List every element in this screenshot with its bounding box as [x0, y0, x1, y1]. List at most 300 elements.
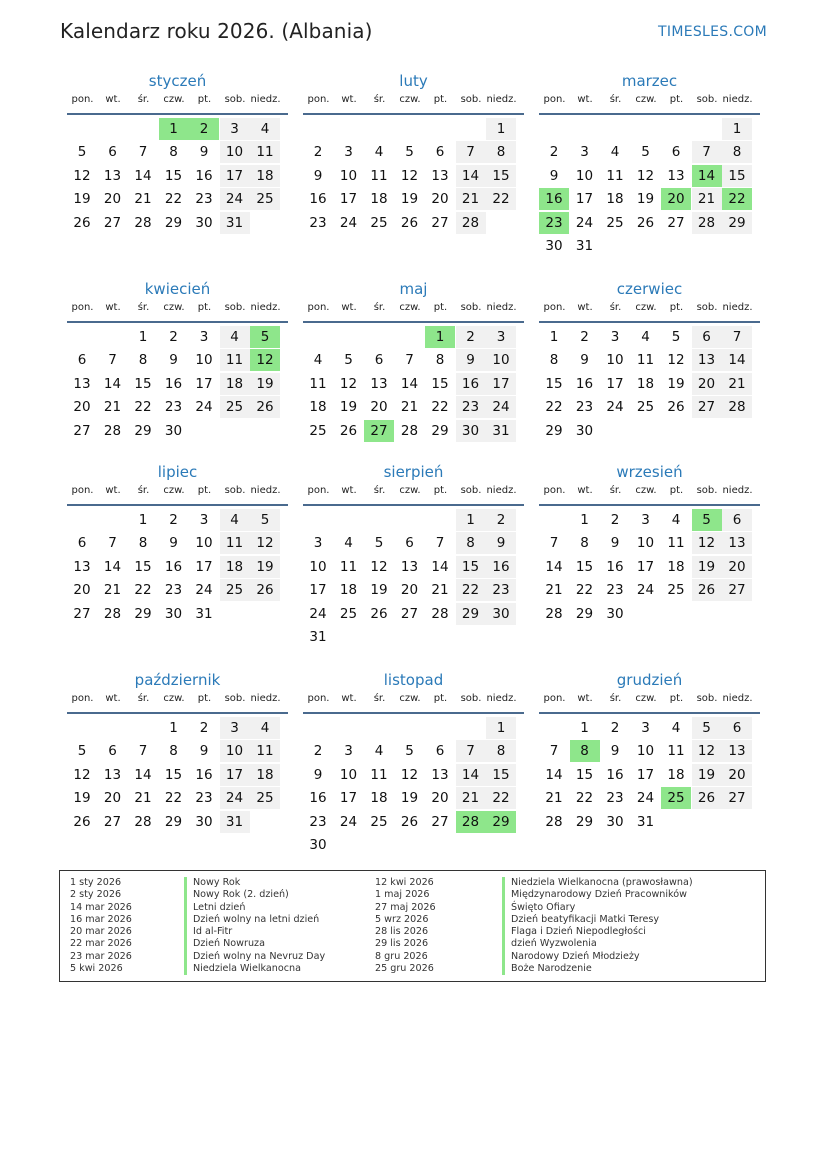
day-grid [303, 509, 524, 649]
weekday-label: niedz. [250, 302, 281, 313]
weekday-header [539, 483, 760, 503]
day-cell: 17 [195, 558, 213, 575]
day-cell: 12 [250, 532, 280, 554]
day-cell: 7 [435, 535, 445, 552]
day-cell: 15 [164, 167, 183, 184]
day-cell: 21 [456, 787, 486, 809]
day-cell: 6 [722, 717, 752, 739]
weekday-label: pt. [433, 302, 448, 313]
header-rule [67, 321, 288, 323]
day-cell: 30 [309, 837, 327, 853]
day-cell: 9 [486, 532, 516, 554]
holiday-day-cell: 16 [539, 188, 569, 210]
day-cell: 2 [549, 144, 559, 161]
legend-date: 27 maj 2026 [375, 901, 436, 913]
day-cell: 23 [164, 399, 183, 416]
day-cell: 10 [606, 352, 624, 369]
legend-date: 16 mar 2026 [70, 913, 132, 925]
weekday-label: niedz. [722, 485, 753, 496]
day-cell: 30 [456, 420, 486, 442]
day-cell: 17 [339, 790, 358, 807]
day-cell: 4 [671, 512, 681, 528]
day-cell: 11 [250, 740, 280, 762]
header-rule [539, 113, 760, 115]
day-cell: 16 [309, 191, 327, 208]
weekday-label: pon. [543, 94, 566, 105]
legend-holiday-name: Id al-Fitr [184, 926, 325, 938]
day-cell: 31 [575, 238, 594, 254]
day-cell: 17 [339, 191, 358, 208]
weekday-label: wt. [341, 94, 357, 105]
day-cell: 25 [667, 582, 685, 599]
legend-holiday-name: Nowy Rok [184, 877, 325, 889]
day-cell: 30 [486, 603, 516, 625]
day-cell: 19 [250, 556, 280, 578]
day-cell: 29 [456, 603, 486, 625]
day-grid [539, 118, 760, 258]
day-cell: 24 [195, 399, 213, 416]
legend-holiday-name: Boże Narodzenie [502, 963, 693, 975]
day-cell: 24 [636, 582, 655, 599]
weekday-label: czw. [399, 302, 421, 313]
day-cell: 24 [486, 396, 516, 418]
day-cell: 17 [220, 764, 250, 786]
day-cell: 27 [431, 813, 449, 830]
day-cell: 30 [195, 214, 213, 231]
holiday-day-cell: 12 [250, 349, 280, 371]
day-cell: 8 [435, 352, 445, 369]
weekday-label: śr. [609, 693, 622, 704]
day-cell: 17 [575, 191, 594, 208]
day-cell: 29 [164, 813, 183, 830]
day-cell: 12 [400, 766, 419, 783]
day-cell: 28 [103, 605, 122, 622]
legend-holiday-name: Międzynarodowy Dzień Pracowników [502, 889, 693, 901]
day-cell: 21 [692, 188, 722, 210]
day-cell: 28 [400, 422, 419, 439]
day-cell: 28 [103, 422, 122, 439]
weekday-label: pon. [307, 693, 330, 704]
day-cell: 12 [73, 766, 91, 783]
weekday-label: śr. [373, 485, 386, 496]
weekday-label: niedz. [250, 693, 281, 704]
day-cell: 30 [164, 605, 183, 622]
day-cell: 18 [220, 556, 250, 578]
day-cell: 9 [549, 167, 559, 184]
month-name: luty [399, 72, 428, 90]
day-cell: 18 [370, 790, 388, 807]
day-cell: 7 [405, 352, 414, 369]
legend-date: 8 gru 2026 [375, 950, 428, 962]
day-cell: 21 [456, 188, 486, 210]
day-cell: 16 [309, 790, 327, 807]
day-cell: 12 [339, 375, 358, 392]
day-cell: 2 [169, 512, 178, 528]
weekday-header [303, 483, 524, 503]
weekday-label: niedz. [722, 94, 753, 105]
day-cell: 22 [575, 790, 594, 807]
weekday-header [67, 300, 288, 320]
month-name: marzec [621, 72, 678, 90]
legend-holiday-name: Letni dzień [184, 902, 325, 914]
day-cell: 29 [164, 214, 183, 231]
holiday-day-cell: 2 [189, 118, 219, 140]
day-cell: 20 [103, 790, 122, 807]
legend-date: 12 kwi 2026 [375, 877, 434, 888]
day-cell: 13 [103, 167, 122, 184]
weekday-label: sob. [696, 485, 718, 496]
day-cell: 1 [549, 329, 559, 345]
day-cell: 27 [722, 787, 752, 809]
day-cell: 29 [134, 605, 152, 622]
day-cell: 4 [610, 144, 620, 161]
weekday-label: czw. [163, 94, 185, 105]
month-name: grudzień [616, 671, 683, 689]
day-cell: 7 [692, 141, 722, 163]
legend-date: 28 lis 2026 [375, 926, 429, 938]
legend-date: 25 gru 2026 [375, 963, 434, 975]
day-cell: 16 [575, 375, 594, 392]
weekday-label: wt. [105, 693, 121, 704]
day-cell: 16 [195, 766, 213, 783]
day-cell: 8 [486, 740, 516, 762]
day-cell: 15 [722, 165, 752, 187]
month-block [539, 70, 760, 258]
brand-link[interactable]: TIMESLES.COM [658, 24, 767, 40]
day-cell: 29 [545, 422, 563, 439]
day-cell: 15 [456, 556, 486, 578]
weekday-label: pt. [669, 94, 684, 105]
day-cell: 7 [549, 535, 559, 552]
day-cell: 5 [77, 144, 87, 161]
day-cell: 12 [667, 352, 685, 369]
day-cell: 13 [431, 766, 449, 783]
day-cell: 24 [339, 214, 358, 231]
day-cell: 21 [545, 790, 563, 807]
weekday-header [303, 691, 524, 711]
day-cell: 18 [667, 766, 685, 783]
weekday-label: sob. [224, 302, 246, 313]
month-block [67, 461, 288, 626]
legend-holiday-name: Niedziela Wielkanocna (prawosławna) [502, 877, 693, 889]
weekday-label: śr. [373, 693, 386, 704]
legend-date: 22 mar 2026 [70, 938, 132, 950]
holiday-day-cell: 25 [661, 787, 691, 809]
weekday-label: pt. [669, 693, 684, 704]
day-cell: 31 [636, 813, 655, 830]
day-cell: 18 [309, 399, 327, 416]
day-cell: 17 [195, 375, 213, 392]
legend-date: 1 sty 2026 [70, 877, 122, 888]
day-cell: 25 [339, 605, 358, 622]
day-cell: 4 [250, 717, 280, 739]
day-cell: 15 [575, 766, 594, 783]
day-cell: 9 [199, 144, 209, 161]
day-cell: 17 [220, 165, 250, 187]
holiday-day-cell: 23 [539, 212, 569, 234]
month-name: wrzesień [616, 463, 683, 481]
day-cell: 4 [374, 144, 384, 161]
day-cell: 7 [138, 743, 148, 760]
weekday-label: czw. [163, 693, 185, 704]
weekday-label: pt. [197, 302, 212, 313]
day-cell: 20 [692, 373, 722, 395]
day-cell: 15 [164, 766, 183, 783]
day-cell: 2 [580, 329, 589, 345]
weekday-label: pt. [669, 485, 684, 496]
day-cell: 9 [610, 743, 620, 760]
weekday-label: pon. [71, 693, 94, 704]
month-name: lipiec [157, 463, 198, 481]
day-cell: 6 [692, 326, 722, 348]
day-cell: 8 [722, 141, 752, 163]
day-cell: 28 [545, 813, 563, 830]
day-cell: 21 [431, 582, 449, 599]
day-cell: 11 [636, 352, 655, 369]
day-cell: 13 [400, 558, 419, 575]
day-cell: 9 [456, 349, 486, 371]
day-cell: 7 [456, 740, 486, 762]
day-cell: 25 [370, 214, 388, 231]
weekday-label: pt. [197, 94, 212, 105]
weekday-label: śr. [137, 485, 150, 496]
day-cell: 10 [486, 349, 516, 371]
day-cell: 3 [199, 329, 209, 345]
day-cell: 19 [73, 790, 91, 807]
day-cell: 9 [313, 167, 323, 184]
month-block [67, 70, 288, 235]
month-block [539, 669, 760, 834]
weekday-label: sob. [460, 693, 482, 704]
day-cell: 13 [692, 349, 722, 371]
page-title: Kalendarz roku 2026. (Albania) [60, 19, 373, 43]
day-cell: 13 [73, 558, 91, 575]
day-cell: 18 [636, 375, 655, 392]
day-cell: 26 [250, 396, 280, 418]
weekday-label: śr. [137, 693, 150, 704]
day-grid [67, 118, 288, 235]
day-cell: 28 [431, 605, 449, 622]
weekday-label: śr. [609, 302, 622, 313]
day-cell: 26 [692, 579, 722, 601]
legend-holiday-name: dzień Wyzwolenia [502, 938, 693, 950]
day-cell: 20 [73, 399, 91, 416]
day-cell: 23 [309, 813, 327, 830]
day-cell: 20 [722, 556, 752, 578]
day-cell: 12 [370, 558, 388, 575]
month-block [303, 70, 524, 235]
day-cell: 3 [641, 512, 650, 528]
weekday-label: pt. [197, 693, 212, 704]
day-cell: 20 [103, 191, 122, 208]
day-cell: 10 [220, 141, 250, 163]
day-cell: 30 [164, 422, 183, 439]
weekday-label: wt. [105, 485, 121, 496]
day-cell: 9 [610, 535, 620, 552]
day-cell: 15 [134, 558, 152, 575]
day-cell: 3 [199, 512, 209, 528]
day-cell: 10 [195, 352, 213, 369]
day-cell: 31 [220, 811, 250, 833]
day-cell: 20 [370, 399, 388, 416]
day-cell: 7 [722, 326, 752, 348]
day-cell: 23 [195, 191, 213, 208]
month-block [539, 461, 760, 626]
day-cell: 28 [134, 214, 152, 231]
day-cell: 15 [545, 375, 563, 392]
legend-holiday-name: Dzień wolny na letni dzień [184, 914, 325, 926]
legend-holiday-name: Flaga i Dzień Niepodległości [502, 926, 693, 938]
day-cell: 19 [250, 373, 280, 395]
day-cell: 17 [606, 375, 624, 392]
day-cell: 24 [220, 188, 250, 210]
month-block [67, 669, 288, 834]
weekday-label: wt. [341, 485, 357, 496]
day-cell: 6 [435, 743, 445, 760]
day-cell: 26 [636, 214, 655, 231]
day-cell: 7 [108, 535, 117, 552]
legend-holiday-name: Dzień Nowruza [184, 938, 325, 950]
day-cell: 19 [636, 191, 655, 208]
day-cell: 6 [77, 535, 87, 552]
day-cell: 16 [486, 556, 516, 578]
day-cell: 2 [199, 720, 209, 736]
weekday-label: wt. [341, 302, 357, 313]
day-cell: 10 [309, 558, 327, 575]
day-cell: 31 [486, 420, 516, 442]
weekday-label: śr. [373, 94, 386, 105]
day-cell: 19 [339, 399, 358, 416]
day-cell: 1 [486, 118, 516, 140]
day-cell: 18 [250, 764, 280, 786]
day-cell: 25 [220, 579, 250, 601]
day-cell: 30 [606, 605, 624, 622]
day-cell: 16 [456, 373, 486, 395]
day-cell: 4 [220, 326, 250, 348]
day-grid [67, 509, 288, 626]
legend-date: 5 wrz 2026 [375, 913, 429, 925]
weekday-label: niedz. [250, 94, 281, 105]
weekday-label: śr. [609, 94, 622, 105]
day-cell: 12 [400, 167, 419, 184]
day-cell: 4 [313, 352, 323, 369]
day-cell: 26 [400, 813, 419, 830]
day-cell: 21 [134, 191, 152, 208]
weekday-label: sob. [460, 94, 482, 105]
day-cell: 3 [610, 329, 620, 345]
day-grid [303, 326, 524, 443]
day-cell: 10 [575, 167, 594, 184]
day-cell: 2 [456, 326, 486, 348]
day-cell: 2 [610, 720, 620, 736]
day-cell: 28 [456, 212, 486, 234]
weekday-label: niedz. [486, 302, 517, 313]
day-cell: 22 [545, 399, 563, 416]
day-cell: 22 [456, 579, 486, 601]
header-rule [539, 321, 760, 323]
day-cell: 28 [692, 212, 722, 234]
month-block [539, 278, 760, 443]
weekday-label: czw. [399, 94, 421, 105]
weekday-label: pon. [307, 485, 330, 496]
day-cell: 29 [722, 212, 752, 234]
month-block [303, 278, 524, 443]
legend-names-left [184, 877, 325, 975]
day-cell: 8 [549, 352, 559, 369]
legend-date: 14 mar 2026 [70, 901, 132, 913]
day-cell: 23 [309, 214, 327, 231]
weekday-label: niedz. [250, 485, 281, 496]
day-cell: 10 [339, 766, 358, 783]
weekday-label: niedz. [722, 693, 753, 704]
day-cell: 15 [575, 558, 594, 575]
holiday-day-cell: 28 [456, 811, 486, 833]
weekday-label: pon. [71, 302, 94, 313]
month-name: kwiecień [144, 280, 211, 298]
day-cell: 17 [309, 582, 327, 599]
day-cell: 25 [370, 813, 388, 830]
weekday-label: sob. [460, 302, 482, 313]
holiday-day-cell: 22 [722, 188, 752, 210]
day-cell: 11 [339, 558, 358, 575]
weekday-label: niedz. [486, 693, 517, 704]
header-rule [67, 113, 288, 115]
holiday-day-cell: 20 [661, 188, 691, 210]
holiday-day-cell: 5 [692, 509, 722, 531]
day-cell: 15 [431, 375, 449, 392]
day-cell: 20 [431, 191, 449, 208]
day-cell: 14 [134, 766, 152, 783]
day-cell: 24 [220, 787, 250, 809]
day-cell: 22 [134, 399, 152, 416]
day-cell: 22 [486, 787, 516, 809]
holiday-day-cell: 27 [364, 420, 394, 442]
weekday-label: pon. [71, 485, 94, 496]
day-cell: 22 [575, 582, 594, 599]
day-cell: 25 [606, 214, 624, 231]
day-cell: 7 [456, 141, 486, 163]
weekday-label: wt. [341, 693, 357, 704]
day-cell: 11 [606, 167, 624, 184]
day-cell: 29 [134, 422, 152, 439]
day-cell: 4 [344, 535, 353, 552]
day-cell: 9 [313, 766, 323, 783]
day-grid [539, 326, 760, 443]
day-cell: 5 [405, 144, 414, 161]
day-cell: 27 [400, 605, 419, 622]
weekday-label: pon. [307, 302, 330, 313]
day-grid [303, 118, 524, 235]
day-cell: 7 [549, 743, 559, 760]
weekday-label: pt. [433, 94, 448, 105]
day-cell: 6 [374, 352, 384, 369]
weekday-label: pon. [543, 485, 566, 496]
legend-holiday-name: Narodowy Dzień Młodzieży [502, 951, 693, 963]
day-cell: 3 [641, 720, 650, 736]
weekday-label: wt. [105, 94, 121, 105]
day-cell: 16 [606, 558, 624, 575]
day-cell: 31 [220, 212, 250, 234]
day-cell: 25 [250, 188, 280, 210]
legend-date: 29 lis 2026 [375, 938, 429, 950]
weekday-label: śr. [137, 94, 150, 105]
day-cell: 10 [636, 535, 655, 552]
day-cell: 1 [580, 720, 589, 736]
day-cell: 21 [103, 582, 122, 599]
weekday-label: sob. [224, 94, 246, 105]
weekday-label: sob. [696, 693, 718, 704]
legend-date: 5 kwi 2026 [70, 963, 123, 975]
